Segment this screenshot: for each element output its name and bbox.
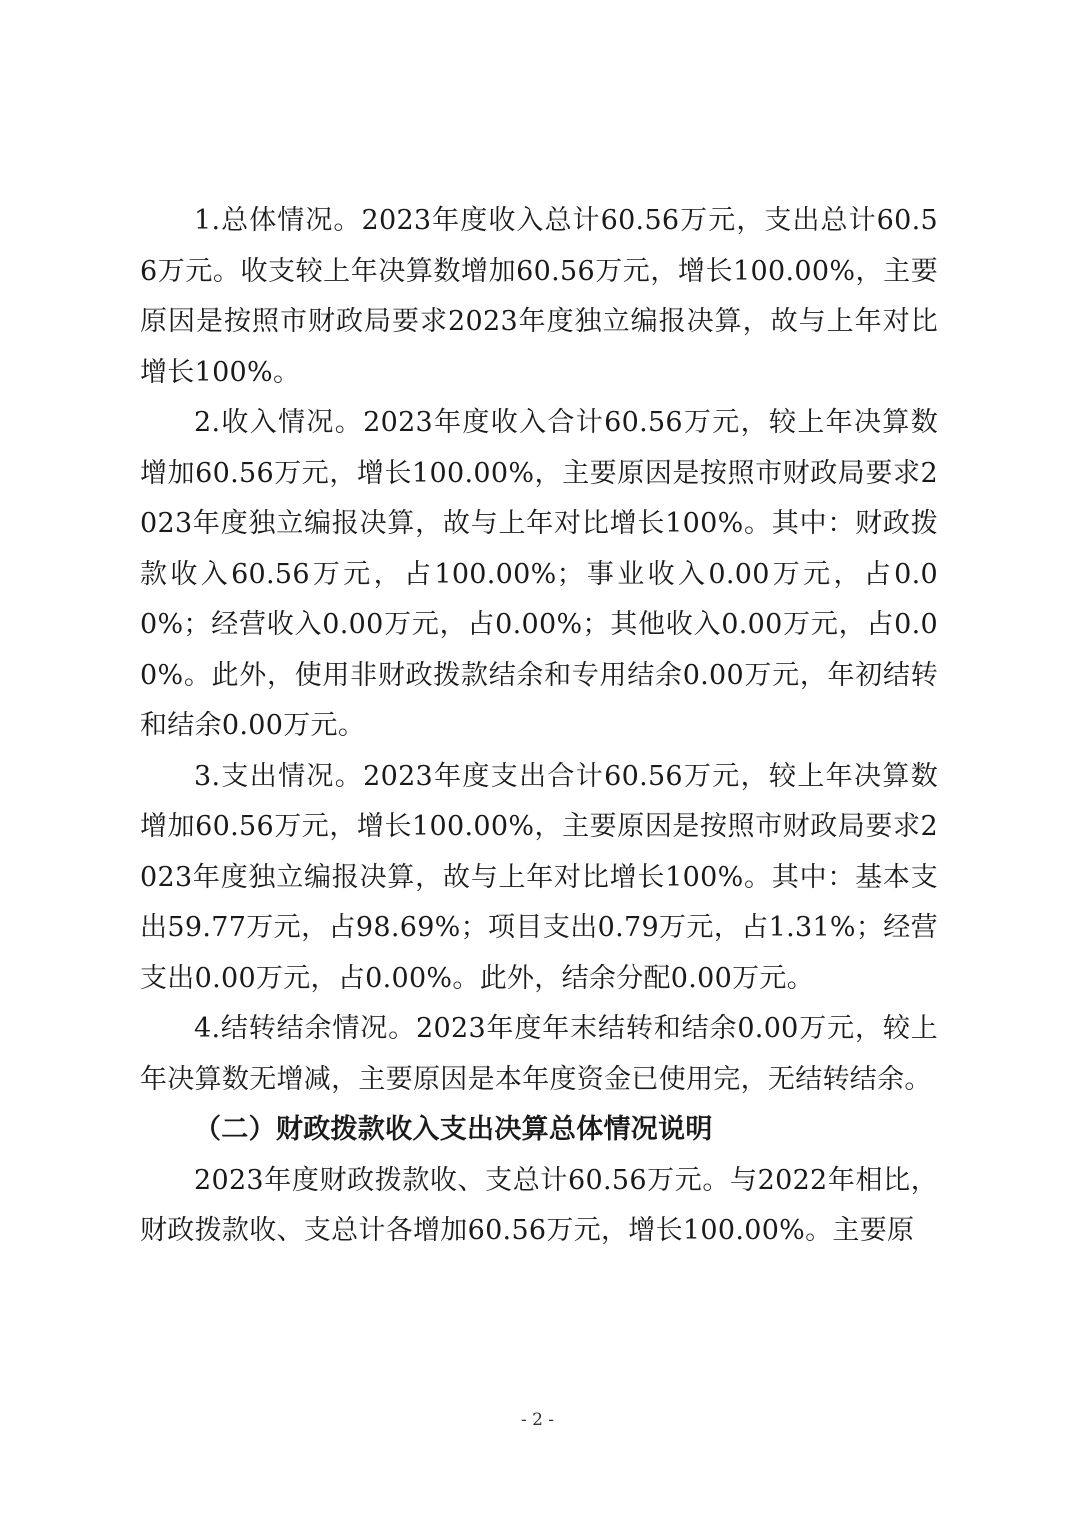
paragraph-overall: 1.总体情况。2023年度收入总计60.56万元，支出总计60.56万元。收支较上年决算数增加60.56万元，增长100.00%，主要原因是按照市财政局要求2023年度独立编报决算，故与上年对比增长100%。 [140,205,938,388]
section-heading: （二）财政拨款收入支出决算总体情况说明 [194,1114,713,1145]
document-body [140,196,938,1257]
page-number: - 2 - [520,1410,555,1430]
paragraph-fiscal-appropriation: 2023年度财政拨款收、支总计60.56万元。与2022年相比，财政拨款收、支总计各增加60.56万元，增长100.00%。主要原 [140,1164,938,1246]
paragraph-carryover: 4.结转结余情况。2023年度年末结转和结余0.00万元，较上年决算数无增减，主要原因是本年度资金已使用完，无结转结余。 [140,1013,938,1095]
paragraph-income: 2.收入情况。2023年度收入合计60.56万元，较上年决算数增加60.56万元，增长100.00%，主要原因是按照市财政局要求2023年度独立编报决算，故与上年对比增长100%。其中：财政拨款收入60.56万元，占100.00%；事业收入0.00万元，占0.00%；经营收入0.00万元，占0.00%；其他收入0.00万元，占0.00%。此外，使用非财政拨款结余和专用结余0.00万元，年初结转和结余0.00万元。 [140,407,938,741]
paragraph-expenditure: 3.支出情况。2023年度支出合计60.56万元，较上年决算数增加60.56万元，增长100.00%，主要原因是按照市财政局要求2023年度独立编报决算，故与上年对比增长100%。其中：基本支出59.77万元，占98.69%；项目支出0.79万元，占1.31%；经营支出0.00万元，占0.00%。此外，结余分配0.00万元。 [140,760,938,994]
